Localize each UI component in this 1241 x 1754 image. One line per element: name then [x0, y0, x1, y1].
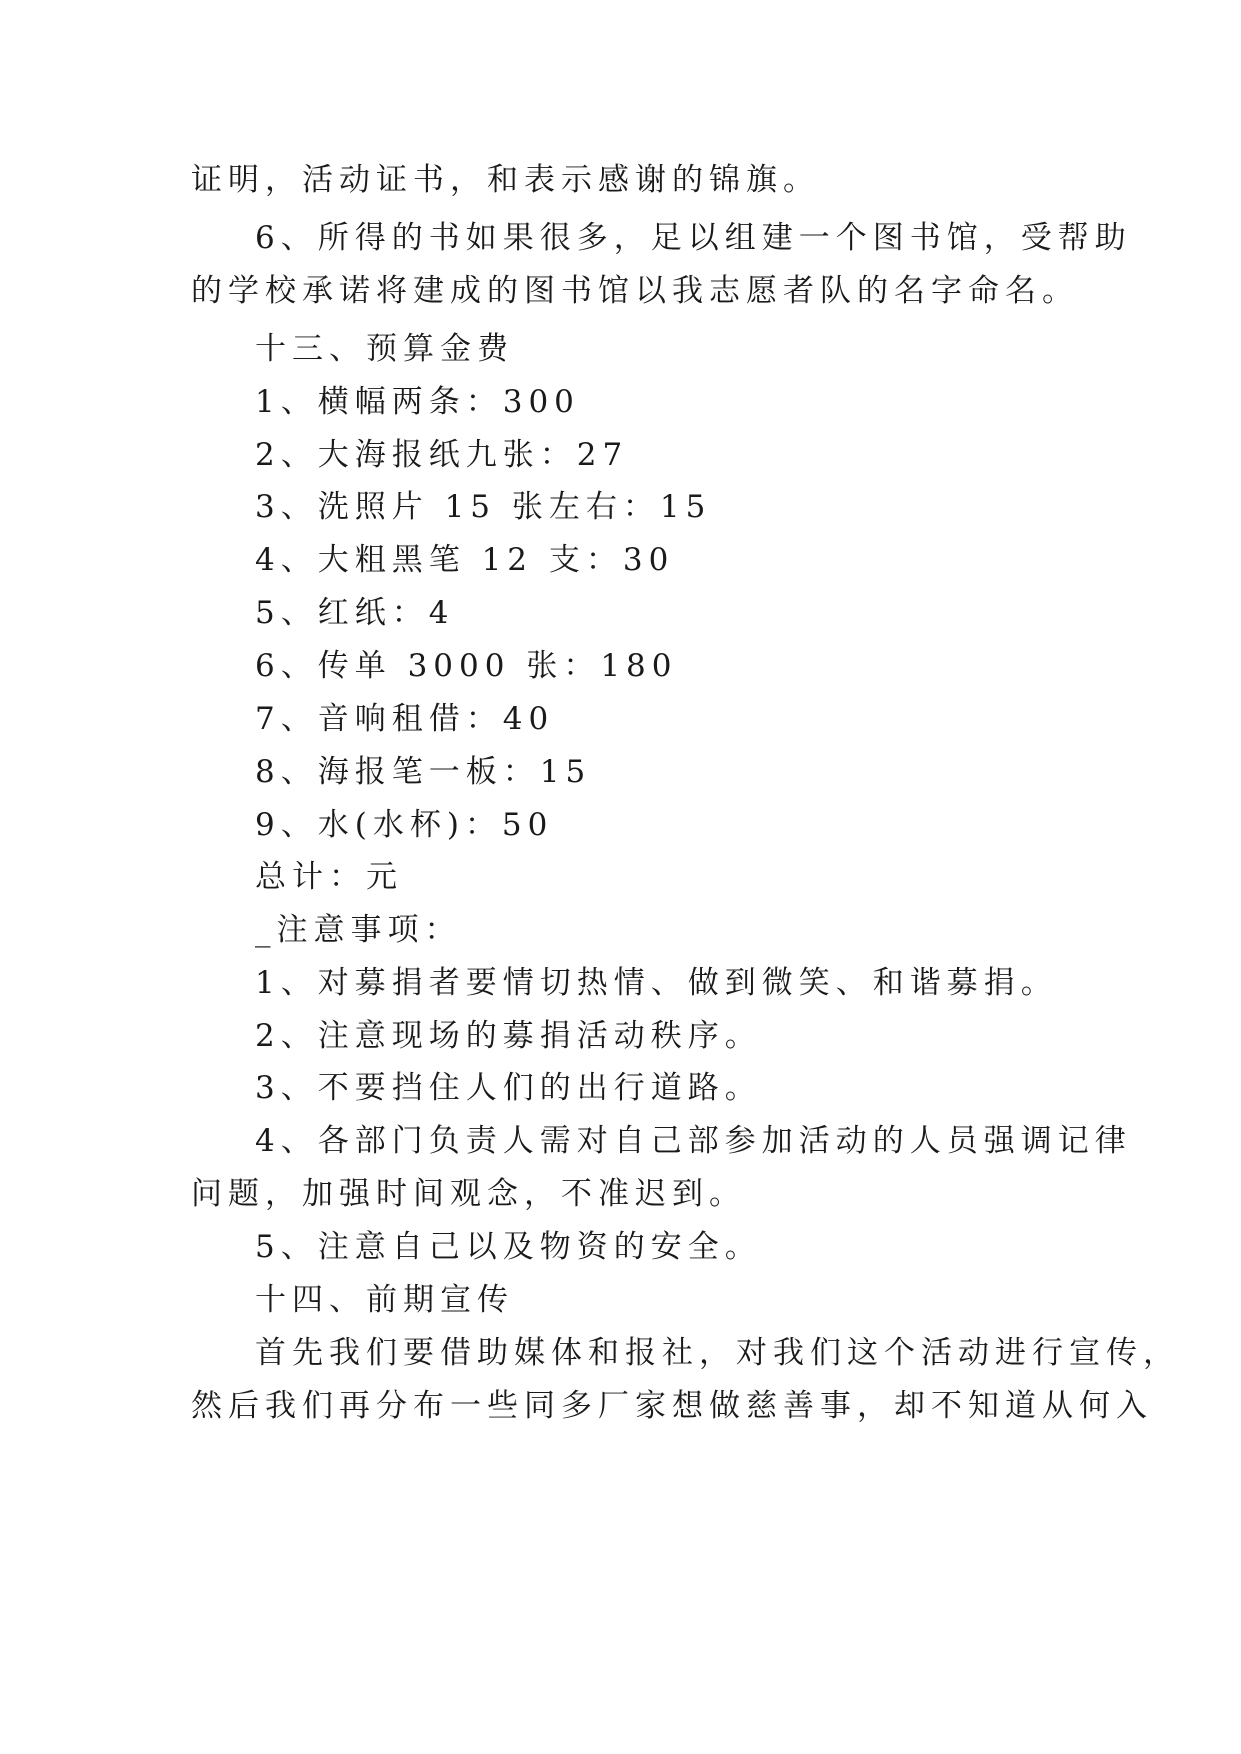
paragraph-line: 证明，活动证书，和表示感谢的锦旗。	[191, 162, 820, 198]
budget-item: 6、传单 3000 张：180	[255, 648, 678, 684]
section-heading: _注意事项：	[255, 912, 462, 948]
notice-item: 4、各部门负责人需对自己部参加活动的人员强调记律	[255, 1123, 1132, 1159]
budget-item: 3、洗照片 15 张左右：15	[255, 489, 712, 525]
section-heading: 十三、预算金费	[255, 331, 514, 367]
budget-item: 8、海报笔一板：15	[255, 754, 592, 790]
paragraph-line: 6、所得的书如果很多，足以组建一个图书馆，受帮助	[255, 220, 1132, 256]
budget-item: 9、水(水杯)：50	[255, 807, 554, 843]
notice-item: 1、对募捐者要情切热情、做到微笑、和谐募捐。	[255, 965, 1058, 1001]
budget-item: 4、大粗黑笔 12 支：30	[255, 542, 675, 578]
notice-item: 2、注意现场的募捐活动秩序。	[255, 1018, 762, 1054]
notice-item: 5、注意自己以及物资的安全。	[255, 1229, 762, 1265]
budget-item: 5、红纸：4	[255, 595, 455, 631]
budget-total: 总计：元	[255, 859, 403, 895]
notice-item: 3、不要挡住人们的出行道路。	[255, 1070, 762, 1106]
budget-item: 7、音响租借：40	[255, 701, 555, 737]
paragraph-line: 首先我们要借助媒体和报社，对我们这个活动进行宣传，	[255, 1335, 1180, 1371]
section-heading: 十四、前期宣传	[255, 1282, 514, 1318]
budget-item: 2、大海报纸九张：27	[255, 437, 629, 473]
paragraph-line: 问题，加强时间观念，不准迟到。	[191, 1176, 746, 1212]
paragraph-line: 然后我们再分布一些同多厂家想做慈善事，却不知道从何入	[191, 1388, 1153, 1424]
budget-item: 1、横幅两条：300	[255, 384, 580, 420]
paragraph-line: 的学校承诺将建成的图书馆以我志愿者队的名字命名。	[191, 273, 1079, 309]
